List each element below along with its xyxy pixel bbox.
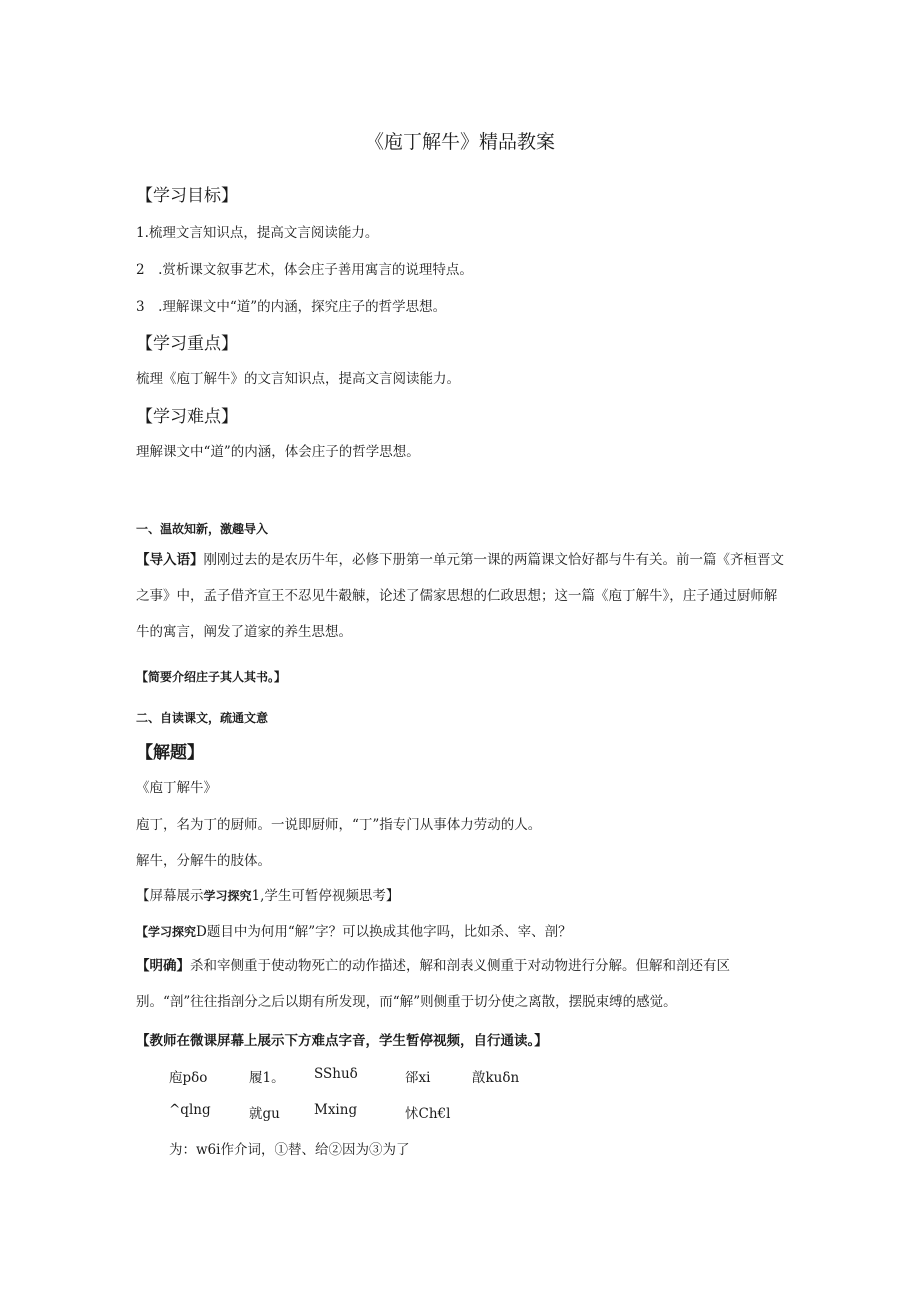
jieti-heading: 【解题】 — [136, 743, 204, 763]
key-points-heading: 【学习重点】 — [136, 334, 238, 354]
screen-suffix: 1,学生可暂停视频思考】 — [251, 888, 400, 904]
jieti-line-3: 解牛，分解牛的肢体。 — [136, 853, 271, 869]
pron-item: 怵Ch€l — [405, 1106, 451, 1122]
difficulties-text: 理解课文中“道”的内涵，体会庄子的哲学思想。 — [136, 444, 420, 460]
inquiry-line — [136, 920, 572, 940]
section1-heading: 一、温故知新，激趣导入 — [136, 522, 269, 536]
pron-item: Mxing — [314, 1102, 358, 1118]
intro-label: 【导入语】 — [136, 552, 204, 568]
screen-bold: 学习探究 — [203, 889, 252, 903]
pron-item: ^qlng — [169, 1102, 211, 1118]
jieti-line-1: 《庖丁解牛》 — [136, 780, 217, 796]
pron-item: 庖pδo — [169, 1070, 208, 1086]
answer-text: 杀和宰侧重于使动物死亡的动作描述，解和剖表义侧重于对动物进行分解。但解和剖还有区别。“剖”往往指剖分之后以期有所发现，而“解”则侧重于切分使之离散，摆脱束缚的感觉。 — [136, 958, 730, 1010]
teacher-note: 【教师在微课屏幕上展示下方难点字音，学生暂停视频，自行通读。】 — [136, 1033, 548, 1049]
pron-item: 郤xi — [405, 1070, 431, 1086]
page-title: 《庖丁解牛》精品教案 — [364, 131, 555, 153]
answer-label: 【明确】 — [136, 958, 190, 974]
inquiry-label: 【学习探究 — [136, 925, 197, 939]
goals-heading: 【学习目标】 — [136, 186, 238, 206]
difficulties-heading: 【学习难点】 — [136, 407, 238, 427]
answer-paragraph — [136, 948, 786, 1020]
goal-item-1: 1.梳理文言知识点，提高文言阅读能力。 — [136, 225, 379, 241]
goal-item-2: 2 .赏析课文叙事艺术，体会庄子善用寓言的说理特点。 — [136, 262, 473, 278]
key-points-text: 梳理《庖丁解牛》的文言知识点，提高文言阅读能力。 — [136, 371, 460, 387]
intro-paragraph — [136, 542, 786, 650]
wei-definition: 为：w6i作介词，①替、给②因为③为了 — [169, 1142, 410, 1158]
goal-item-3: 3 .理解课文中“道”的内涵，探究庄子的哲学思想。 — [136, 299, 447, 315]
intro-note: 【简要介绍庄子其人其书。】 — [136, 670, 287, 684]
jieti-line-2: 庖丁，名为丁的厨师。一说即厨师，“丁”指专门从事体力劳动的人。 — [136, 817, 542, 833]
pron-item: 就gu — [249, 1106, 280, 1122]
pron-item: 㪟kuδn — [472, 1070, 520, 1086]
pron-item: 履1。 — [249, 1070, 285, 1086]
screen-prefix: 【屏幕展示 — [136, 888, 204, 904]
screen-display-note — [136, 884, 399, 904]
section2-heading: 二、自读课文，疏通文意 — [136, 711, 269, 725]
pron-item: SShuδ — [314, 1066, 358, 1082]
inquiry-text: D题目中为何用“解”字？可以换成其他字吗，比如杀、宰、剖？ — [196, 924, 572, 940]
intro-text: 刚刚过去的是农历牛年，必修下册第一单元第一课的两篇课文恰好都与牛有关。前一篇《齐桓晋文之事》中，孟子借齐宣王不忍见牛觳觫，论述了儒家思想的仁政思想；这一篇《庖丁解牛》，庄子通过厨师解牛的寓言，阐发了道家的养生思想。 — [136, 552, 784, 640]
